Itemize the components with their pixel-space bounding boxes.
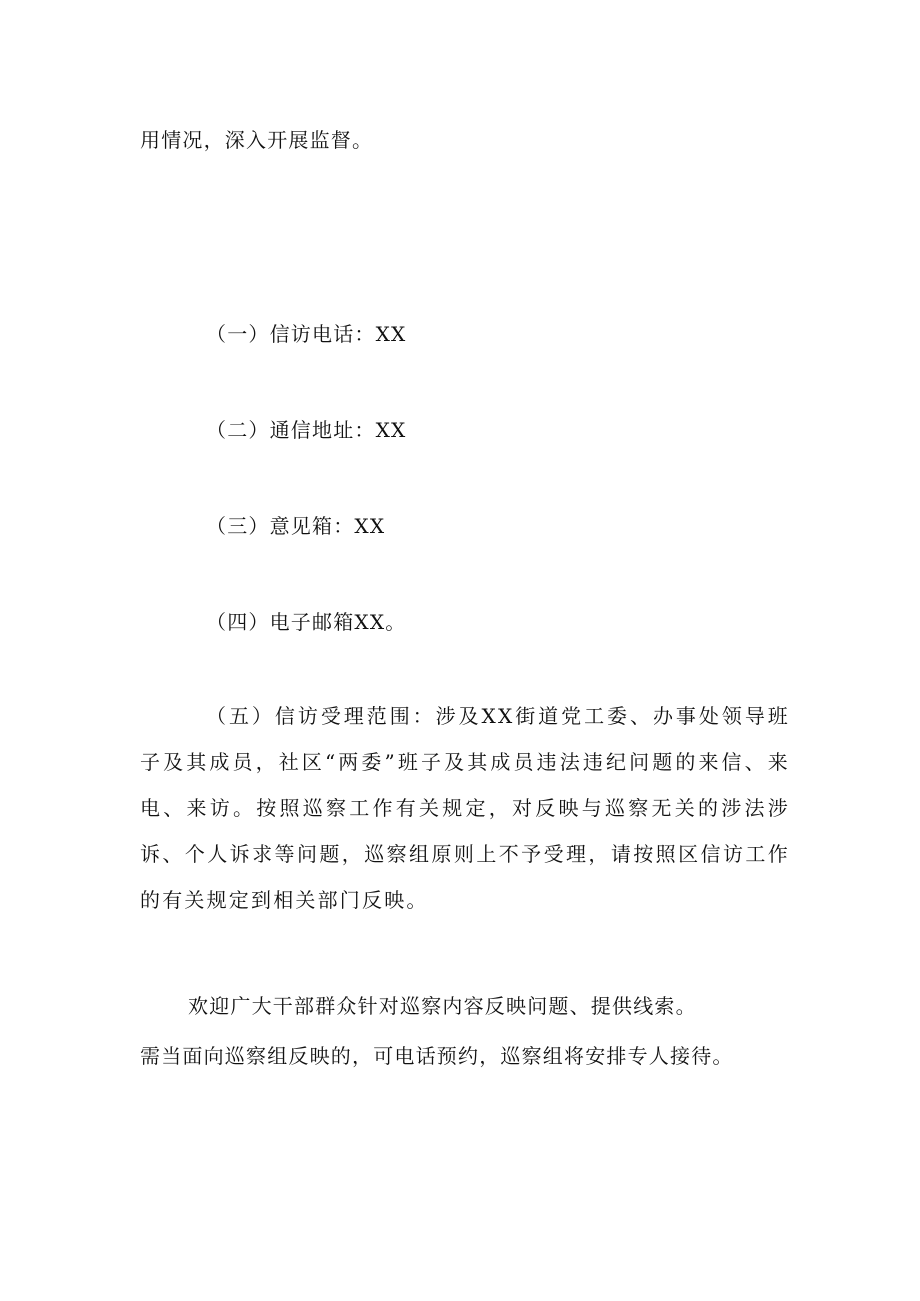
scope-paragraph: （五）信访受理范围：涉及XX街道党工委、办事处领导班子及其成员，社区“两委”班子及其成员违法违纪问题的来信、来电、来访。按照巡察工作有关规定，对反映与巡察无关的涉法涉诉、个人诉求等问题，巡察组原则上不予受理，请按照区信访工作的有关规定到相关部门反映。 — [140, 704, 790, 912]
welcome-line: 欢迎广大干部群众针对巡察内容反映问题、提供线索。 — [188, 994, 697, 1018]
appointment-line: 需当面向巡察组反映的，可电话预约，巡察组将安排专人接待。 — [140, 1044, 734, 1068]
item-mailing-address: （二）通信地址：XX — [206, 418, 407, 442]
item-email: （四）电子邮箱XX。 — [206, 610, 407, 634]
intro-tail-text: 用情况，深入开展监督。 — [140, 128, 374, 152]
item-suggestion-box: （三）意见箱：XX — [206, 514, 386, 538]
item-hotline: （一）信访电话：XX — [206, 322, 407, 346]
